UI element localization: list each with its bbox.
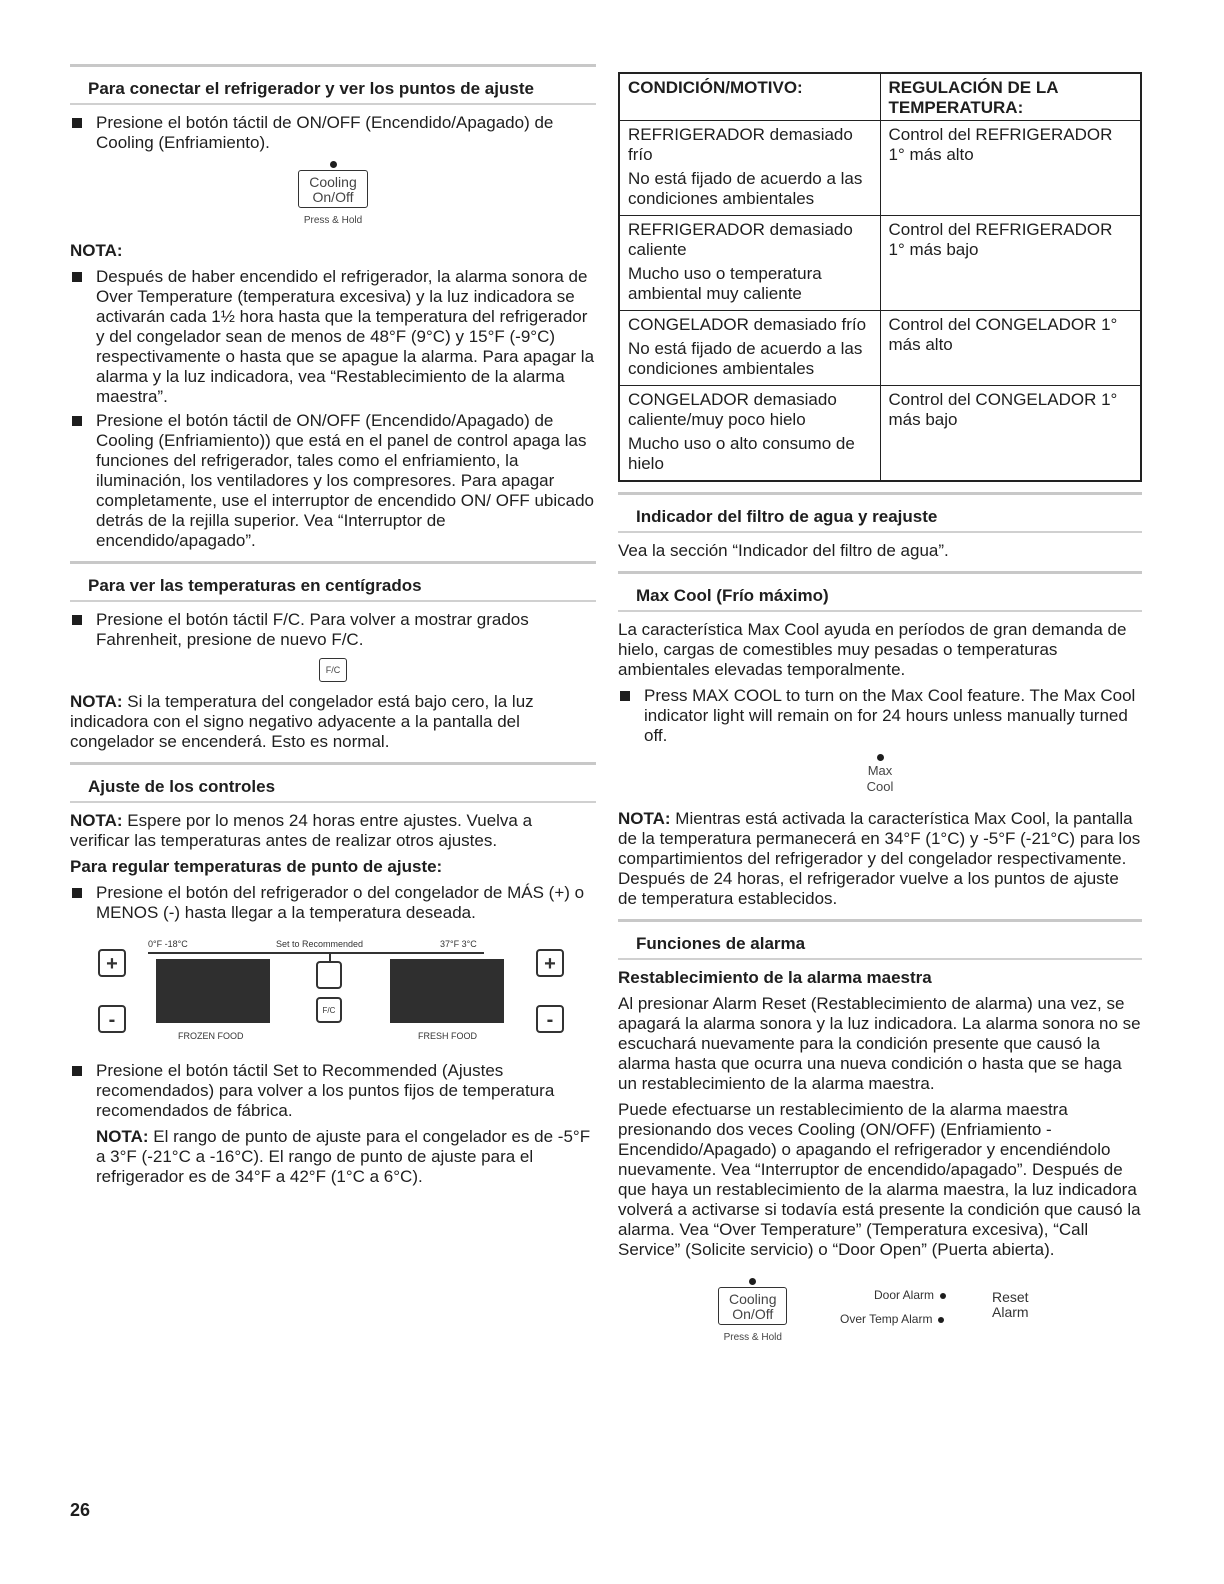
table-cell-condition [619, 311, 880, 386]
section-header-filter: Indicador del filtro de agua y reajuste [618, 492, 1142, 533]
bullet-item: Presione el botón del refrigerador o del congelador de MÁS (+) o MENOS (-) hasta llegar a la temperatura deseada. [70, 883, 596, 923]
table-header-row [619, 73, 1141, 121]
fridge-minus-button[interactable]: - [536, 1005, 564, 1033]
table-row [619, 386, 1141, 482]
table-cell-condition [619, 121, 880, 216]
maxcool-label-line1: Max [867, 763, 893, 778]
page-number: 26 [70, 1500, 91, 1520]
freezer-minus-button[interactable]: - [98, 1005, 126, 1033]
maxcool-button-figure [618, 754, 1142, 795]
nota-text: Espere por lo menos 24 horas entre ajustes. Vuelva a verificar las temperaturas antes de realizar otros ajustes. [70, 811, 533, 850]
section-header-maxcool: Max Cool (Frío máximo) [618, 571, 1142, 612]
reset-alarm-button[interactable] [992, 1290, 1029, 1320]
reset-label-line1: Reset [992, 1289, 1029, 1305]
nota-paragraph [618, 809, 1142, 909]
table-row [619, 121, 1141, 216]
table-cell-condition [619, 386, 880, 482]
condition-text: CONGELADOR demasiado frío [628, 315, 867, 334]
nota-paragraph [70, 692, 596, 752]
condition-text: REFRIGERADOR demasiado caliente [628, 220, 853, 259]
maxcool-label-line2: Cool [866, 779, 894, 794]
nota-bullet-item: Después de haber encendido el refrigerador, la alarma sonora de Over Temperature (temperatura excesiva) y la luz indicadora se activarán cada 1½ hora hasta que la temperatura del refrigerador y del congelador sean de menos de 48°F (9°C) y 15°F (-9°C) respectivamente o hasta que se apague la alarma. Para apagar la alarma y la luz indicadora, vea “Restablecimiento de la alarma maestra”. [70, 267, 596, 407]
subheader-setpoint: Para regular temperaturas de punto de ajuste: [70, 857, 443, 876]
over-temp-light-icon [938, 1317, 944, 1323]
nota-text: Si la temperatura del congelador está bajo cero, la luz indicadora con el signo negativo adyacente a la pantalla del congelador se encenderá. Esto es normal. [70, 692, 534, 751]
fridge-scale-label: 37°F 3°C [440, 939, 477, 949]
nota-label: NOTA: [618, 809, 671, 828]
maxcool-button[interactable] [618, 763, 1142, 795]
scale-line [148, 952, 484, 954]
cooling-button-figure [718, 1278, 787, 1348]
maxcool-text: La característica Max Cool ayuda en períodos de gran demanda de hielo, cargas de comestibles muy pesadas o temperaturas ambientales elevadas temporalmente. [618, 620, 1127, 679]
door-alarm-light-icon [940, 1293, 946, 1299]
button-label-line2: On/Off [312, 189, 354, 205]
left-column [70, 64, 596, 1193]
nota-label: NOTA: [70, 241, 123, 260]
over-temp-alarm-label: Over Temp Alarm [840, 1312, 933, 1326]
fresh-food-label: FRESH FOOD [418, 1031, 478, 1041]
bullet-item: Presione el botón táctil de ON/OFF (Encendido/Apagado) de Cooling (Enfriamiento). [70, 113, 596, 153]
press-hold-caption: Press & Hold [723, 1332, 782, 1343]
button-label-line1: Cooling [729, 1291, 777, 1307]
nota-label: NOTA: [70, 692, 123, 711]
bullet-list [70, 883, 596, 923]
cooling-button-figure [70, 161, 596, 231]
indicator-light-icon [330, 161, 337, 168]
table-cell-regulation: Control del REFRIGERADOR 1° más bajo [880, 216, 1141, 311]
bullet-list [618, 686, 1142, 746]
frozen-food-label: FROZEN FOOD [178, 1031, 244, 1041]
door-alarm-indicator [874, 1288, 946, 1302]
nota-label: NOTA: [96, 1127, 149, 1146]
fridge-display [390, 959, 504, 1023]
alarm-panel-figure [618, 1278, 1142, 1358]
indicator-light-icon [749, 1278, 756, 1285]
bullet-list [70, 610, 596, 650]
over-temp-alarm-indicator [840, 1312, 944, 1326]
set-recommended-label: Set to Recommended [276, 939, 364, 949]
freezer-scale-label: 0°F -18°C [148, 939, 188, 949]
press-hold-caption: Press & Hold [303, 215, 363, 226]
alarm-paragraph: Al presionar Alarm Reset (Restablecimiento de alarma) una vez, se apagará la alarma sonora y la luz indicadora. La alarma sonora no se escuchará nuevamente para la condición presente que causó la alarma hasta que ocurra una nueva condición o hasta que se haga un restablecimiento de la alarma maestra. [618, 994, 1141, 1093]
table-cell-regulation: Control del CONGELADOR 1° más alto [880, 311, 1141, 386]
bullet-list [70, 1061, 596, 1121]
condition-text: CONGELADOR demasiado caliente/muy poco hielo [628, 390, 837, 429]
cooling-onoff-button[interactable] [298, 170, 367, 208]
button-label-line2: On/Off [732, 1306, 774, 1322]
fc-button[interactable]: F/C [316, 997, 342, 1023]
indicator-light-icon [877, 754, 884, 761]
table-cell-condition [619, 216, 880, 311]
reason-text: Mucho uso o alto consumo de hielo [628, 434, 855, 473]
right-column [618, 72, 1142, 1358]
table-row [619, 311, 1141, 386]
bullet-item: Press MAX COOL to turn on the Max Cool feature. The Max Cool indicator light will remain on for 24 hours unless manually turned off. [618, 686, 1142, 746]
section-header-connect: Para conectar el refrigerador y ver los puntos de ajuste [70, 64, 596, 105]
subheader-master-reset: Restablecimiento de la alarma maestra [618, 968, 932, 987]
table-row [619, 216, 1141, 311]
reset-label-line2: Alarm [992, 1304, 1029, 1320]
table-header-condition: CONDICIÓN/MOTIVO: [619, 73, 880, 121]
nota-label: NOTA: [70, 811, 123, 830]
freezer-display [156, 959, 270, 1023]
table-cell-regulation: Control del CONGELADOR 1° más bajo [880, 386, 1141, 482]
nota-paragraph [70, 1127, 596, 1187]
table-cell-regulation: Control del REFRIGERADOR 1° más alto [880, 121, 1141, 216]
table-header-regulation: REGULACIÓN DE LA TEMPERATURA: [880, 73, 1141, 121]
section-header-alarm: Funciones de alarma [618, 919, 1142, 960]
control-panel-figure [70, 939, 596, 1049]
nota-text: El rango de punto de ajuste para el congelador es de -5°F a 3°F (-21°C a -16°C). El rango de punto de ajuste para el refrigerador es de 34°F a 42°F (1°C a 6°C). [96, 1127, 591, 1186]
bullet-text: Presione el botón táctil Set to Recommended (Ajustes recomendados) para volver a los puntos fijos de temperatura recomendados de fábrica. [96, 1061, 555, 1120]
reason-text: No está fijado de acuerdo a las condiciones ambientales [628, 339, 863, 378]
nota-text: Mientras está activada la característica Max Cool, la pantalla de la temperatura permanecerá en 34°F (1°C) y -5°F (-21°C) para los compartimientos del refrigerador y del congelador respectivamente. Después de 24 horas, el refrigerador vuelve a los puntos de ajuste de temperatura establecidos. [618, 809, 1141, 908]
cooling-onoff-button[interactable] [718, 1287, 787, 1325]
filter-text: Vea la sección “Indicador del filtro de agua”. [618, 541, 949, 560]
freezer-plus-button[interactable]: + [98, 949, 126, 977]
reason-text: Mucho uso o temperatura ambiental muy caliente [628, 264, 822, 303]
nota-bullet-list [70, 267, 596, 551]
bullet-item: Presione el botón táctil F/C. Para volver a mostrar grados Fahrenheit, presione de nuevo F/C. [70, 610, 596, 650]
set-recommended-button[interactable] [316, 961, 342, 989]
fc-button[interactable]: F/C [319, 658, 347, 682]
fridge-plus-button[interactable]: + [536, 949, 564, 977]
button-label-line1: Cooling [309, 174, 357, 190]
condition-table [618, 72, 1142, 482]
section-header-celsius: Para ver las temperaturas en centígrados [70, 561, 596, 602]
fc-button-figure [70, 658, 596, 682]
reason-text: No está fijado de acuerdo a las condiciones ambientales [628, 169, 863, 208]
bullet-list [70, 113, 596, 153]
bullet-item [70, 1061, 596, 1121]
condition-text: REFRIGERADOR demasiado frío [628, 125, 853, 164]
section-header-controls: Ajuste de los controles [70, 762, 596, 803]
door-alarm-label: Door Alarm [874, 1288, 935, 1302]
alarm-paragraph: Puede efectuarse un restablecimiento de la alarma maestra presionando dos veces Cooling (ON/OFF) (Enfriamiento - Encendido/Apagado) o apagando el refrigerador y encendiéndolo nuevamente. Vea “Interruptor de encendido/apagado”. Después de que haya un restablecimiento de la alarma maestra, la luz indicadora volverá a activarse si todavía está presente la condición que causó la alarma. Vea “Over Temperature” (Temperatura excesiva), “Call Service” (Solicite servicio) o “Door Open” (Puerta abierta). [618, 1100, 1141, 1259]
nota-bullet-item: Presione el botón táctil de ON/OFF (Encendido/Apagado) de Cooling (Enfriamiento)) que está en el panel de control apaga las funciones del refrigerador, tales como el enfriamiento, la iluminación, los ventiladores y los compresores. Para apagar completamente, use el interruptor de encendido ON/ OFF ubicado detrás de la rejilla superior. Vea “Interruptor de encendido/apagado”. [70, 411, 596, 551]
nota-paragraph [70, 811, 596, 851]
